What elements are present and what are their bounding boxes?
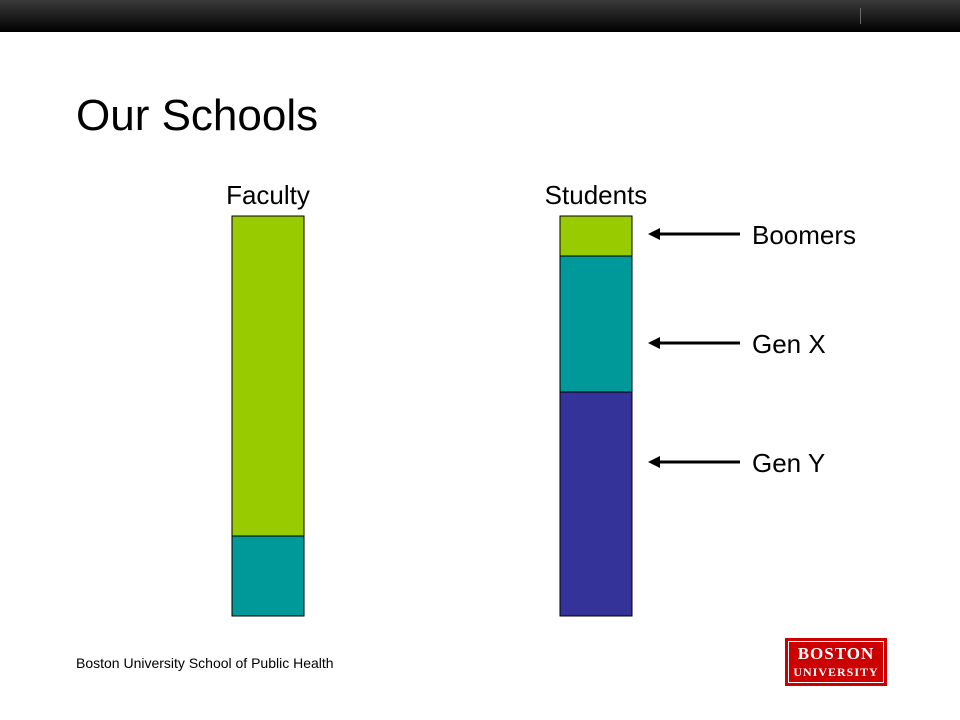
legend-arrowhead-gen-y xyxy=(648,456,660,468)
boston-university-logo xyxy=(785,638,887,686)
category-label-students: Students xyxy=(544,180,648,210)
logo-line-1: BOSTON xyxy=(797,644,875,663)
legend-label-boomers: Boomers xyxy=(752,220,857,250)
logo-line-2: UNIVERSITY xyxy=(793,665,879,679)
legend-arrowhead-gen-x xyxy=(648,337,660,349)
legend-label-gen-y: Gen Y xyxy=(752,448,826,478)
bar-segment-students-gen-y xyxy=(560,392,632,616)
bar-segment-students-boomers xyxy=(560,216,632,256)
bar-segment-faculty-boomers xyxy=(232,216,304,536)
legend-label-gen-x: Gen X xyxy=(752,329,826,359)
footer-text: Boston University School of Public Health xyxy=(76,655,334,671)
bar-segment-students-gen-x xyxy=(560,256,632,392)
category-label-faculty: Faculty xyxy=(226,180,310,210)
slide-title: Our Schools xyxy=(76,91,319,140)
legend-arrowhead-boomers xyxy=(648,228,660,240)
bar-segment-faculty-gen-x xyxy=(232,536,304,616)
